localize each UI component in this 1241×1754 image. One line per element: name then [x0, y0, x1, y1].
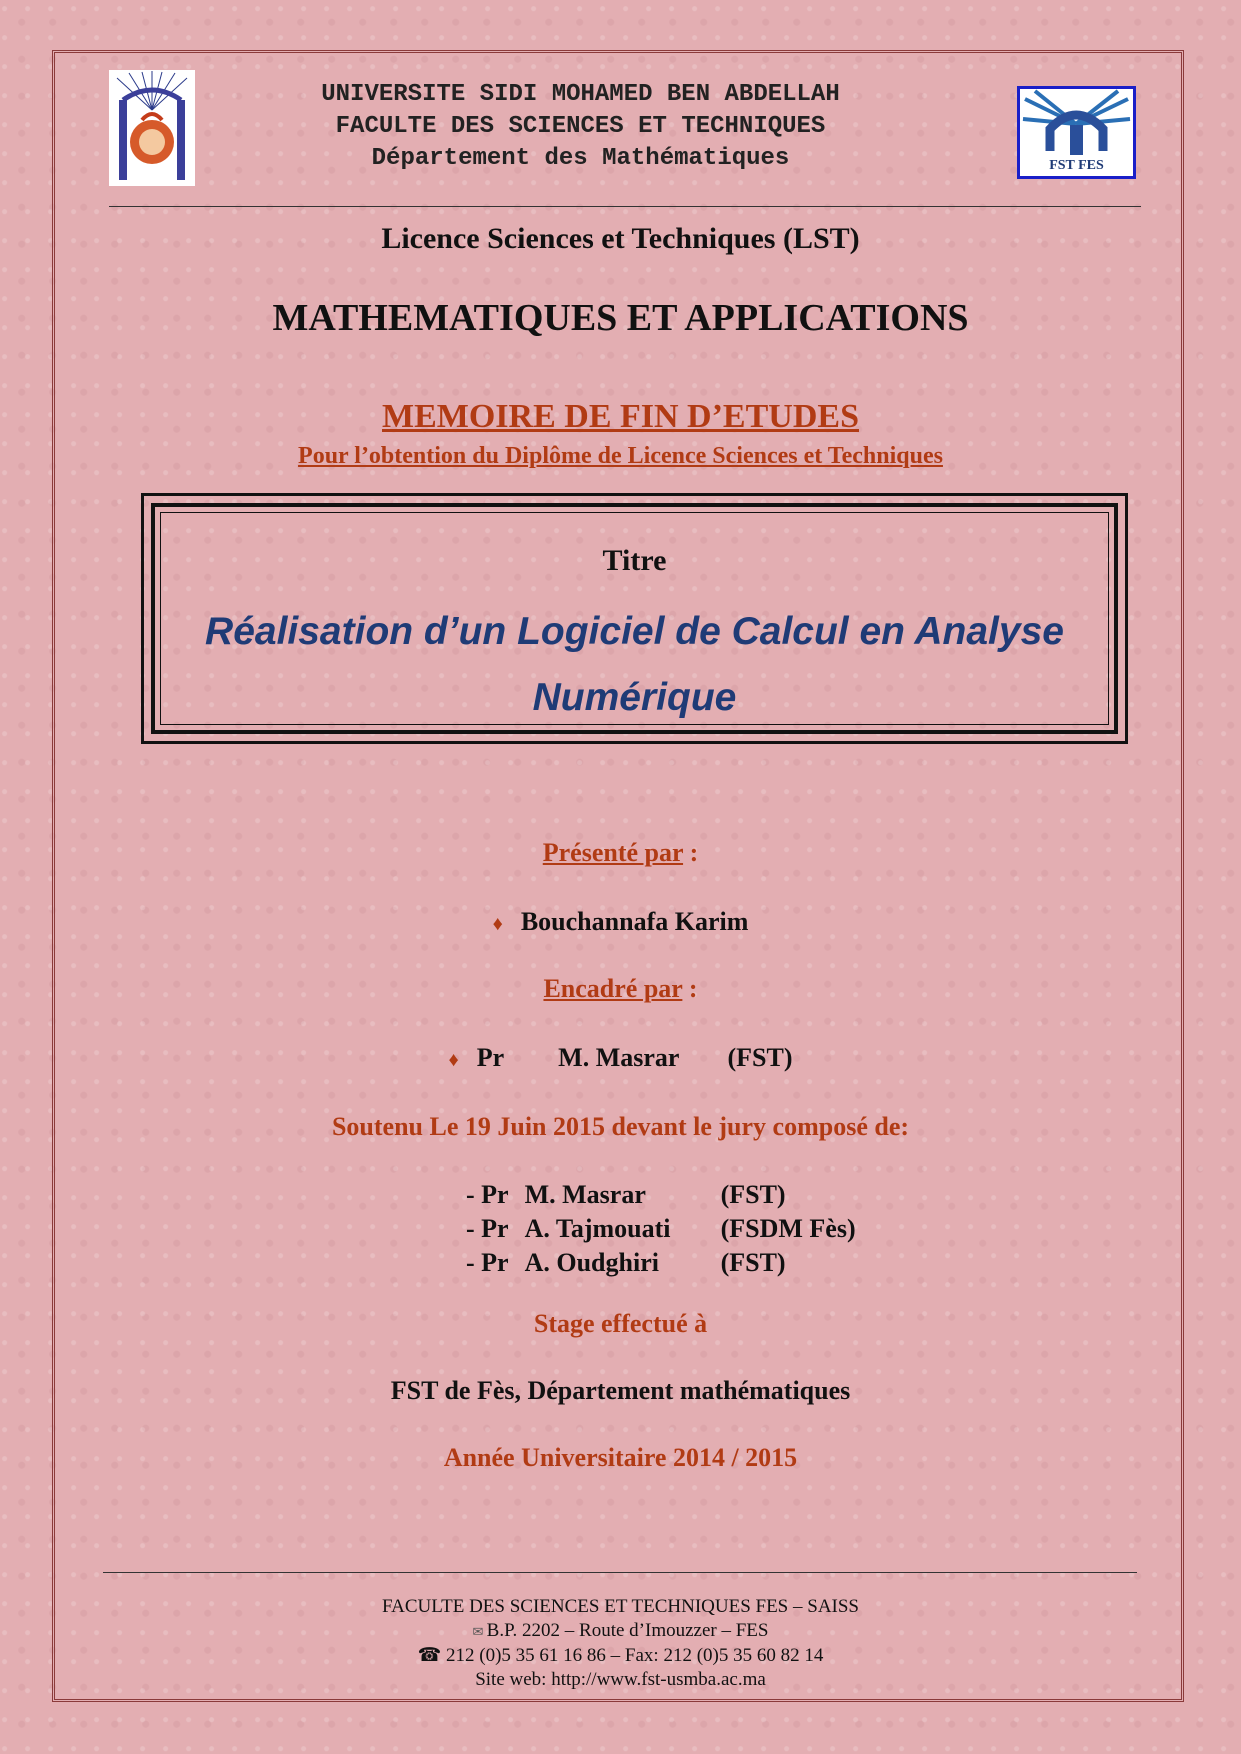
jury-list — [466, 1178, 856, 1280]
internship-place: FST de Fès, Département mathématiques — [390, 1376, 851, 1405]
memoire-heading: MEMOIRE DE FIN D’ETUDES — [382, 398, 859, 435]
supervisor-row — [0, 1043, 1241, 1073]
header-divider — [109, 206, 1141, 207]
footer-phone-row — [0, 1644, 1241, 1668]
memoire-subheading: Pour l’obtention du Diplôme de Licence Sciences et Techniques — [298, 443, 943, 469]
defense-text: Soutenu Le 19 Juin 2015 devant le jury composé de: — [331, 1112, 910, 1141]
fst-logo — [1017, 86, 1136, 179]
field-title: MATHEMATIQUES ET APPLICATIONS — [272, 297, 969, 339]
footer-divider — [103, 1572, 1137, 1573]
jury-member: - Pr A. Tajmouati (FSDM Fès) — [466, 1214, 856, 1243]
supervised-by — [0, 974, 1241, 1004]
student-name: Bouchannafa Karim — [520, 907, 749, 936]
supervisor-name: M. Masrar — [558, 1043, 679, 1072]
footer-phone: 212 (0)5 35 61 16 86 – Fax: 212 (0)5 35 60 82 14 — [446, 1645, 824, 1666]
supervised-label: Encadré par — [543, 974, 683, 1003]
presented-by — [0, 838, 1241, 868]
thesis-title — [144, 599, 1125, 731]
jury-member: - Pr M. Masrar (FST) — [466, 1180, 786, 1209]
licence-title: Licence Sciences et Techniques (LST) — [381, 222, 860, 255]
footer-website: Site web: http://www.fst-usmba.ac.ma — [475, 1669, 766, 1690]
supervisor-institution: (FST) — [727, 1043, 793, 1072]
fst-logo-text: FST FES — [1049, 158, 1104, 173]
thesis-title-line2: Numérique — [532, 676, 737, 719]
academic-year: Année Universitaire 2014 / 2015 — [443, 1443, 798, 1472]
title-box — [141, 493, 1128, 744]
internship-label: Stage effectué à — [533, 1309, 708, 1338]
faculty-name: FACULTE DES SCIENCES ET TECHNIQUES — [335, 113, 826, 140]
footer-address: B.P. 2202 – Route d’Imouzzer – FES — [486, 1620, 769, 1641]
mailbox-icon: ✉ — [472, 1624, 487, 1639]
title-label: Titre — [602, 544, 667, 577]
presented-colon: : — [683, 838, 699, 867]
supervised-colon: : — [682, 974, 698, 1003]
presented-label: Présenté par — [542, 838, 684, 867]
diamond-bullet-icon: ♦ — [492, 913, 503, 935]
thesis-title-line1: Réalisation d’un Logiciel de Calcul en Analyse — [205, 610, 1064, 653]
student-row — [0, 907, 1241, 937]
jury-member: - Pr A. Oudghiri (FST) — [466, 1248, 786, 1277]
footer-address-row — [0, 1619, 1241, 1644]
diamond-bullet-icon: ♦ — [448, 1049, 459, 1071]
footer — [0, 1595, 1241, 1692]
header-block — [0, 79, 1161, 175]
supervisor-title: Pr — [476, 1043, 504, 1072]
footer-faculty: FACULTE DES SCIENCES ET TECHNIQUES FES – SAISS — [381, 1596, 859, 1617]
phone-icon: ☎ — [417, 1645, 447, 1666]
university-name: UNIVERSITE SIDI MOHAMED BEN ABDELLAH — [321, 81, 840, 108]
department-name: Département des Mathématiques — [371, 145, 790, 172]
